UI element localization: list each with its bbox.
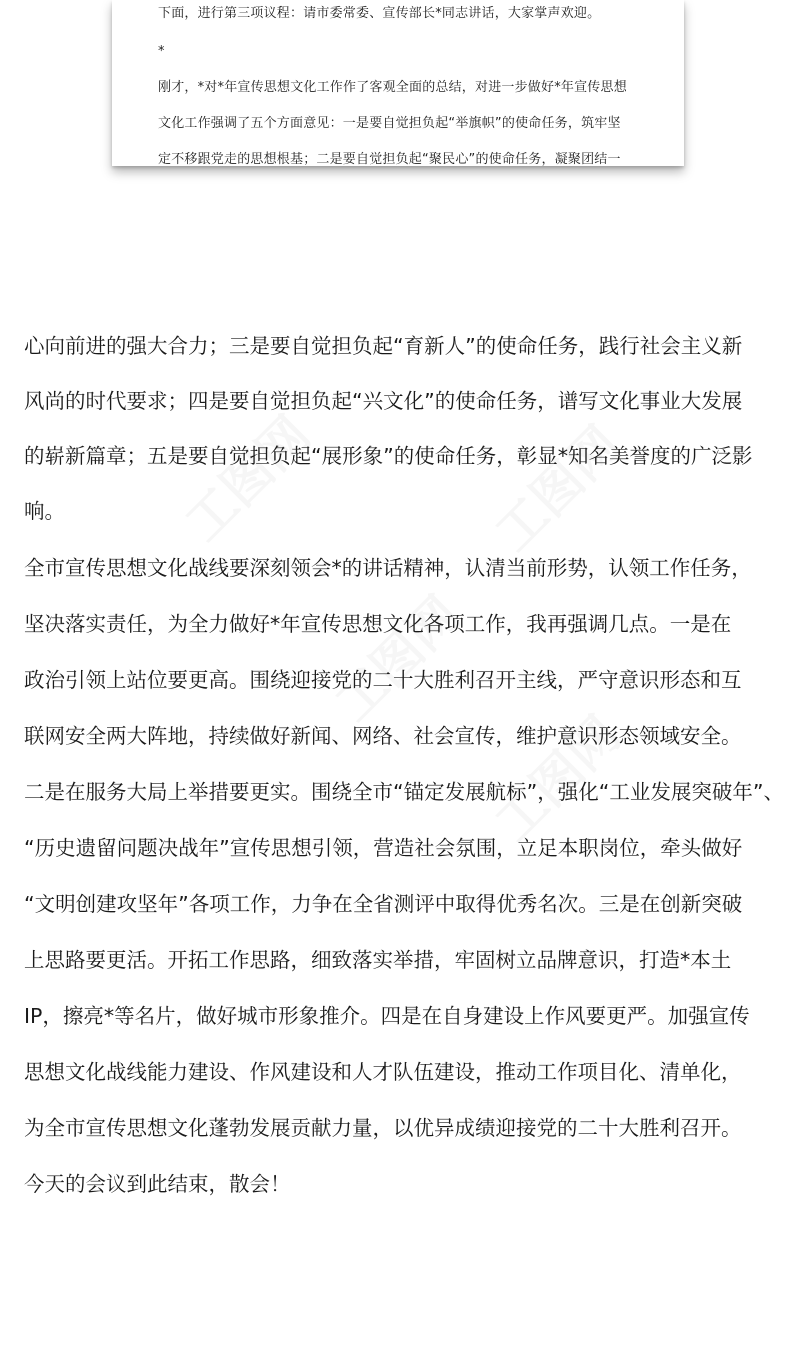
preview-line: 定不移跟党走的思想根基；二是要自觉担负起“聚民心”的使命任务，凝聚团结一	[158, 152, 621, 166]
body-line: 风尚的时代要求；四是要自觉担负起“兴文化”的使命任务，谱写文化事业大发展	[24, 389, 743, 413]
watermark-logo: 工图网	[484, 705, 632, 853]
watermark-logo: 工图网	[484, 415, 632, 563]
body-line: 上思路要更活。开拓工作思路，细致落实举措，牢固树立品牌意识，打造*本土	[24, 948, 732, 972]
preview-line: *	[158, 44, 165, 59]
watermark-logo: 工图网	[174, 405, 322, 553]
body-line: 响。	[24, 499, 65, 523]
body-line: 思想文化战线能力建设、作风建设和人才队伍建设，推动工作项目化、清单化，	[24, 1060, 742, 1084]
body-line: 的崭新篇章；五是要自觉担负起“展形象”的使命任务，彰显*知名美誉度的广泛影	[24, 444, 753, 468]
body-line: “历史遗留问题决战年”宣传思想引领，营造社会氛围，立足本职岗位，牵头做好	[24, 836, 743, 860]
body-line: 坚决落实责任，为全力做好*年宣传思想文化各项工作，我再强调几点。一是在	[24, 612, 732, 636]
body-line: 心向前进的强大合力；三是要自觉担负起“育新人”的使命任务，践行社会主义新	[24, 334, 743, 358]
preview-line: 刚才，*对*年宣传思想文化工作作了客观全面的总结，对进一步做好*年宣传思想	[158, 80, 627, 95]
body-line: 今天的会议到此结束，散会！	[24, 1172, 291, 1196]
body-line: IP，擦亮*等名片，做好城市形象推介。四是在自身建设上作风要更严。加强宣传	[24, 1004, 750, 1028]
body-line: 全市宣传思想文化战线要深刻领会*的讲话精神，认清当前形势，认领工作任务，	[24, 556, 752, 580]
body-line: 政治引领上站位要更高。围绕迎接党的二十大胜利召开主线，严守意识形态和互	[24, 668, 742, 692]
preview-line: 下面，进行第三项议程：请市委常委、宣传部长*同志讲话，大家掌声欢迎。	[158, 6, 601, 21]
body-line: 二是在服务大局上举措要更实。围绕全市“锚定发展航标”，强化“工业发展突破年”、	[24, 780, 784, 804]
watermark-logo: 工图网	[324, 585, 472, 733]
body-line: 联网安全两大阵地，持续做好新闻、网络、社会宣传，维护意识形态领域安全。	[24, 724, 742, 748]
body-line: 为全市宣传思想文化蓬勃发展贡献力量，以优异成绩迎接党的二十大胜利召开。	[24, 1116, 742, 1140]
document-preview-page	[112, 0, 684, 166]
preview-line: 文化工作强调了五个方面意见：一是要自觉担负起“举旗帜”的使命任务，筑牢坚	[158, 116, 621, 131]
body-line: “文明创建攻坚年”各项工作，力争在全省测评中取得优秀名次。三是在创新突破	[24, 892, 743, 916]
